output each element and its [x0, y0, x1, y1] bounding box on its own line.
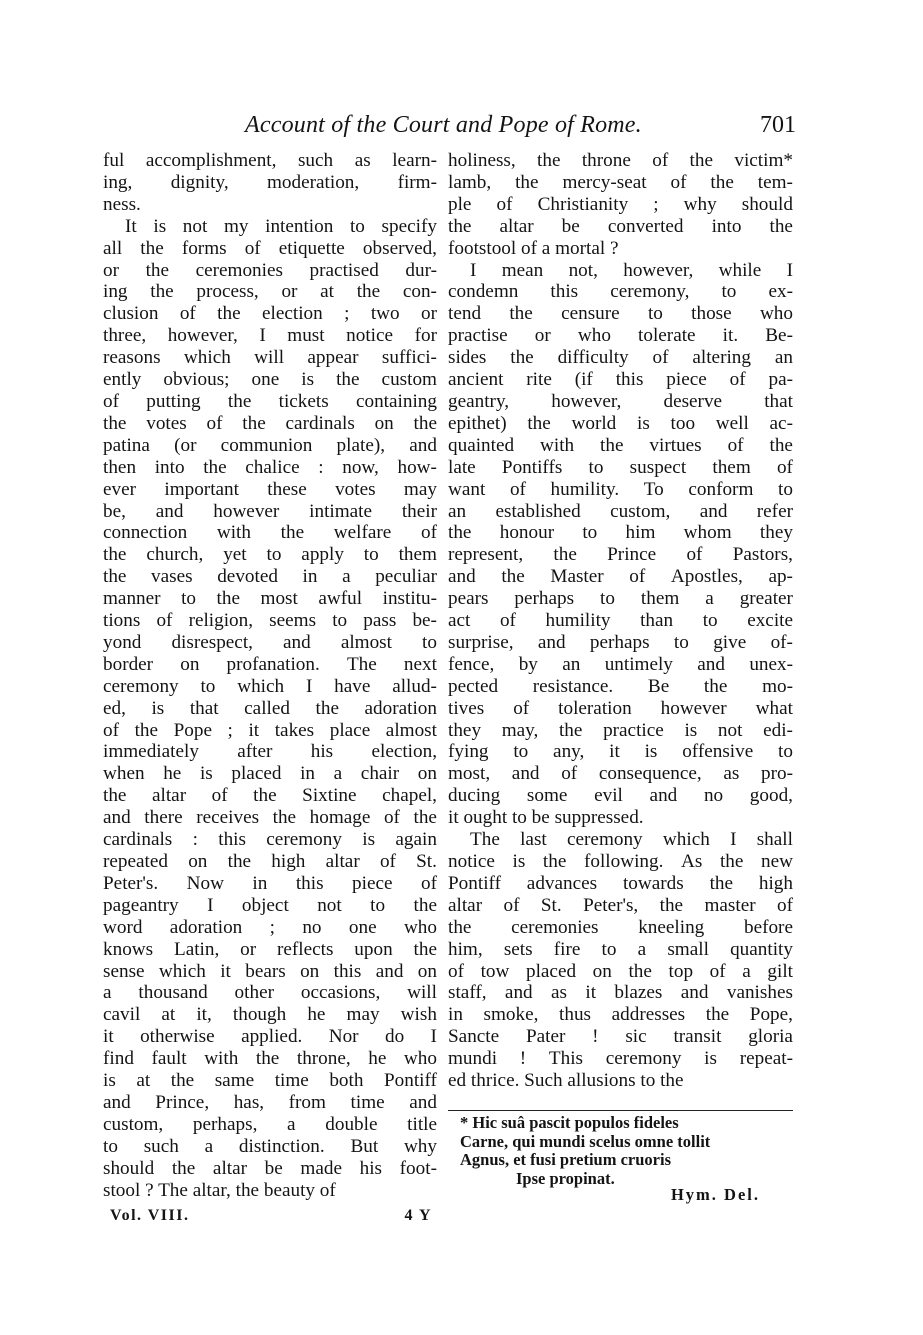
- text-line: it otherwise applied. Nor do I: [103, 1026, 437, 1048]
- text-line: and Prince, has, from time and: [103, 1091, 437, 1113]
- text-line: footstool of a mortal ?: [448, 237, 619, 259]
- volume-mark: Vol. VIII.: [110, 1207, 190, 1224]
- text-line: or the ceremonies practised dur-: [103, 259, 437, 281]
- running-title: Account of the Court and Pope of Rome.: [245, 112, 642, 138]
- text-line: to such a distinction. But why: [103, 1135, 437, 1157]
- text-line: geantry, however, deserve that: [448, 390, 793, 412]
- sheet-signature: 4 Y: [404, 1207, 432, 1224]
- footnote-line: Carne, qui mundi scelus omne tollit: [460, 1131, 711, 1151]
- text-line: represent, the Prince of Pastors,: [448, 544, 793, 566]
- text-line: practise or who tolerate it. Be-: [448, 325, 793, 347]
- text-line: a thousand other occasions, will: [103, 982, 437, 1004]
- text-line: The last ceremony which I shall: [470, 829, 793, 851]
- text-line: find fault with the throne, he who: [103, 1048, 437, 1070]
- text-line: the church, yet to apply to them: [103, 544, 437, 566]
- text-line: connection with the welfare of: [103, 522, 437, 544]
- text-line: ple of Christianity ; why should: [448, 193, 793, 215]
- text-line: custom, perhaps, a double title: [103, 1113, 437, 1135]
- text-line: ful accomplishment, such as learn-: [103, 150, 437, 171]
- text-line: and the Master of Apostles, ap-: [448, 566, 793, 588]
- text-line: stool ? The altar, the beauty of: [103, 1179, 336, 1201]
- text-line: ed thrice. Such allusions to the: [448, 1070, 684, 1092]
- text-line: is at the same time both Pontiff: [103, 1070, 437, 1092]
- text-line: him, sets fire to a small quantity: [448, 938, 793, 960]
- text-line: staff, and as it blazes and vanishes: [448, 982, 793, 1004]
- text-line: fying to any, it is offensive to: [448, 741, 793, 763]
- text-line: clusion of the election ; two or: [103, 303, 437, 325]
- text-line: they may, the practice is not edi-: [448, 719, 793, 741]
- text-line: tend the censure to those who: [448, 303, 793, 325]
- footnote-line: Ipse propinat.: [516, 1168, 615, 1188]
- text-line: should the altar be made his foot-: [103, 1157, 437, 1179]
- footnote: [460, 1113, 790, 1204]
- text-line: the altar of the Sixtine chapel,: [103, 785, 437, 807]
- text-line: ducing some evil and no good,: [448, 785, 793, 807]
- text-line: of the Pope ; it takes place almost: [103, 719, 437, 741]
- text-line: It is not my intention to specify: [125, 215, 437, 237]
- left-column: [103, 150, 437, 1202]
- text-line: epithet) the world is too well ac-: [448, 412, 793, 434]
- text-line: and there receives the homage of the: [103, 807, 437, 829]
- text-line: mundi ! This ceremony is repeat-: [448, 1048, 793, 1070]
- text-line: of tow placed on the top of a gilt: [448, 960, 793, 982]
- text-line: reasons which will appear suffici-: [103, 347, 437, 369]
- text-line: all the forms of etiquette observed,: [103, 237, 437, 259]
- text-line: cardinals : this ceremony is again: [103, 829, 437, 851]
- text-line: sides the difficulty of altering an: [448, 347, 793, 369]
- text-line: ing, dignity, moderation, firm-: [103, 171, 437, 193]
- text-line: it ought to be suppressed.: [448, 807, 644, 829]
- text-line: manner to the most awful institu-: [103, 588, 437, 610]
- footnote-line: * Hic suâ pascit populos fideles: [460, 1113, 679, 1132]
- footnote-line: Agnus, et fusi pretium cruoris: [460, 1150, 671, 1169]
- text-line: Pontiff advances towards the high: [448, 872, 793, 894]
- text-line: ever important these votes may: [103, 478, 437, 500]
- text-line: act of humility than to excite: [448, 610, 793, 632]
- text-line: ently obvious; one is the custom: [103, 369, 437, 391]
- text-line: want of humility. To conform to: [448, 478, 793, 500]
- text-line: I mean not, however, while I: [470, 259, 793, 281]
- text-line: condemn this ceremony, to ex-: [448, 281, 793, 303]
- page-number: 701: [760, 112, 796, 138]
- text-line: tives of toleration however what: [448, 697, 793, 719]
- text-line: ceremony to which I have allud-: [103, 675, 437, 697]
- right-column: [448, 150, 793, 1092]
- text-line: Peter's. Now in this piece of: [103, 872, 437, 894]
- text-line: the altar be converted into the: [448, 215, 793, 237]
- text-line: most, and of consequence, as pro-: [448, 763, 793, 785]
- text-line: three, however, I must notice for: [103, 325, 437, 347]
- text-line: the vases devoted in a peculiar: [103, 566, 437, 588]
- text-line: an established custom, and refer: [448, 500, 793, 522]
- text-line: tions of religion, seems to pass be-: [103, 610, 437, 632]
- text-line: pected resistance. Be the mo-: [448, 675, 793, 697]
- text-line: then into the chalice : now, how-: [103, 456, 437, 478]
- text-line: late Pontiffs to suspect them of: [448, 456, 793, 478]
- text-line: notice is the following. As the new: [448, 851, 793, 872]
- page-header: [100, 112, 800, 152]
- text-line: knows Latin, or reflects upon the: [103, 938, 437, 960]
- text-line: immediately after his election,: [103, 741, 437, 763]
- text-line: the honour to him whom they: [448, 522, 793, 544]
- text-line: quainted with the virtues of the: [448, 434, 793, 456]
- text-line: of putting the tickets containing: [103, 390, 437, 412]
- footnote-attribution: Hym. Del.: [670, 1185, 760, 1204]
- text-line: pears perhaps to them a greater: [448, 588, 793, 610]
- text-line: pageantry I object not to the: [103, 894, 437, 916]
- text-line: sense which it bears on this and on: [103, 960, 437, 982]
- text-line: word adoration ; no one who: [103, 916, 437, 938]
- text-line: the ceremonies kneeling before: [448, 916, 793, 938]
- text-line: the votes of the cardinals on the: [103, 412, 437, 434]
- text-line: yond disrespect, and almost to: [103, 631, 437, 653]
- text-line: altar of St. Peter's, the master of: [448, 894, 793, 916]
- footnote-rule: [448, 1110, 793, 1111]
- text-line: patina (or communion plate), and: [103, 434, 437, 456]
- text-line: holiness, the throne of the victim*: [448, 150, 793, 171]
- text-line: border on profanation. The next: [103, 653, 437, 675]
- text-line: cavil at it, though he may wish: [103, 1004, 437, 1026]
- text-line: fence, by an untimely and unex-: [448, 653, 793, 675]
- text-line: ing the process, or at the con-: [103, 281, 437, 303]
- text-line: Sancte Pater ! sic transit gloria: [448, 1026, 793, 1048]
- text-line: repeated on the high altar of St.: [103, 851, 437, 872]
- text-line: surprise, and perhaps to give of-: [448, 631, 793, 653]
- text-line: ancient rite (if this piece of pa-: [448, 369, 793, 391]
- text-line: lamb, the mercy-seat of the tem-: [448, 171, 793, 193]
- text-line: in smoke, thus addresses the Pope,: [448, 1004, 793, 1026]
- text-line: be, and however intimate their: [103, 500, 437, 522]
- text-line: ed, is that called the adoration: [103, 697, 437, 719]
- text-line: ness.: [103, 193, 141, 215]
- text-line: when he is placed in a chair on: [103, 763, 437, 785]
